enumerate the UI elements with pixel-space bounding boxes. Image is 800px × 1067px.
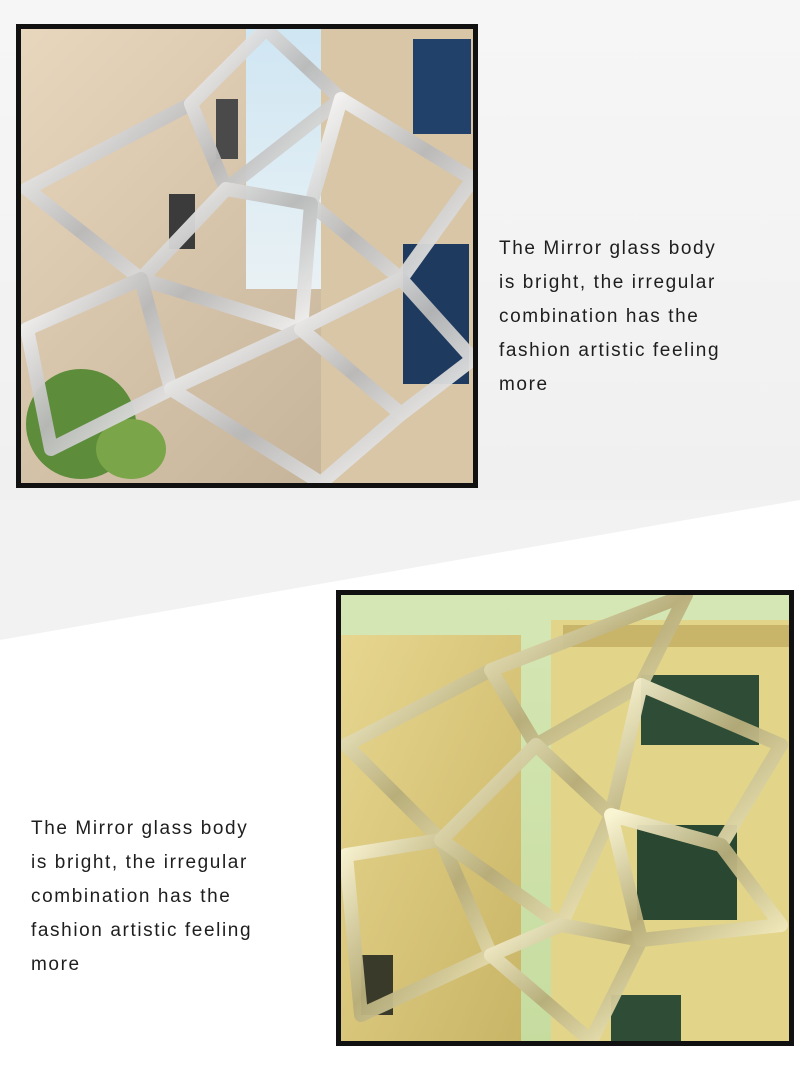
- caption-top: The Mirror glass body is bright, the irregular combination has the fashion artistic feeling more: [499, 238, 721, 395]
- mirror-glass-photo-icon: [21, 29, 473, 483]
- mirror-glass-photo-top: [16, 24, 478, 488]
- gold-mirror-glass-photo-icon: [341, 595, 789, 1041]
- caption-bottom: The Mirror glass body is bright, the irregular combination has the fashion artistic feeling more: [31, 818, 253, 975]
- mirror-glass-photo-bottom: [336, 590, 794, 1046]
